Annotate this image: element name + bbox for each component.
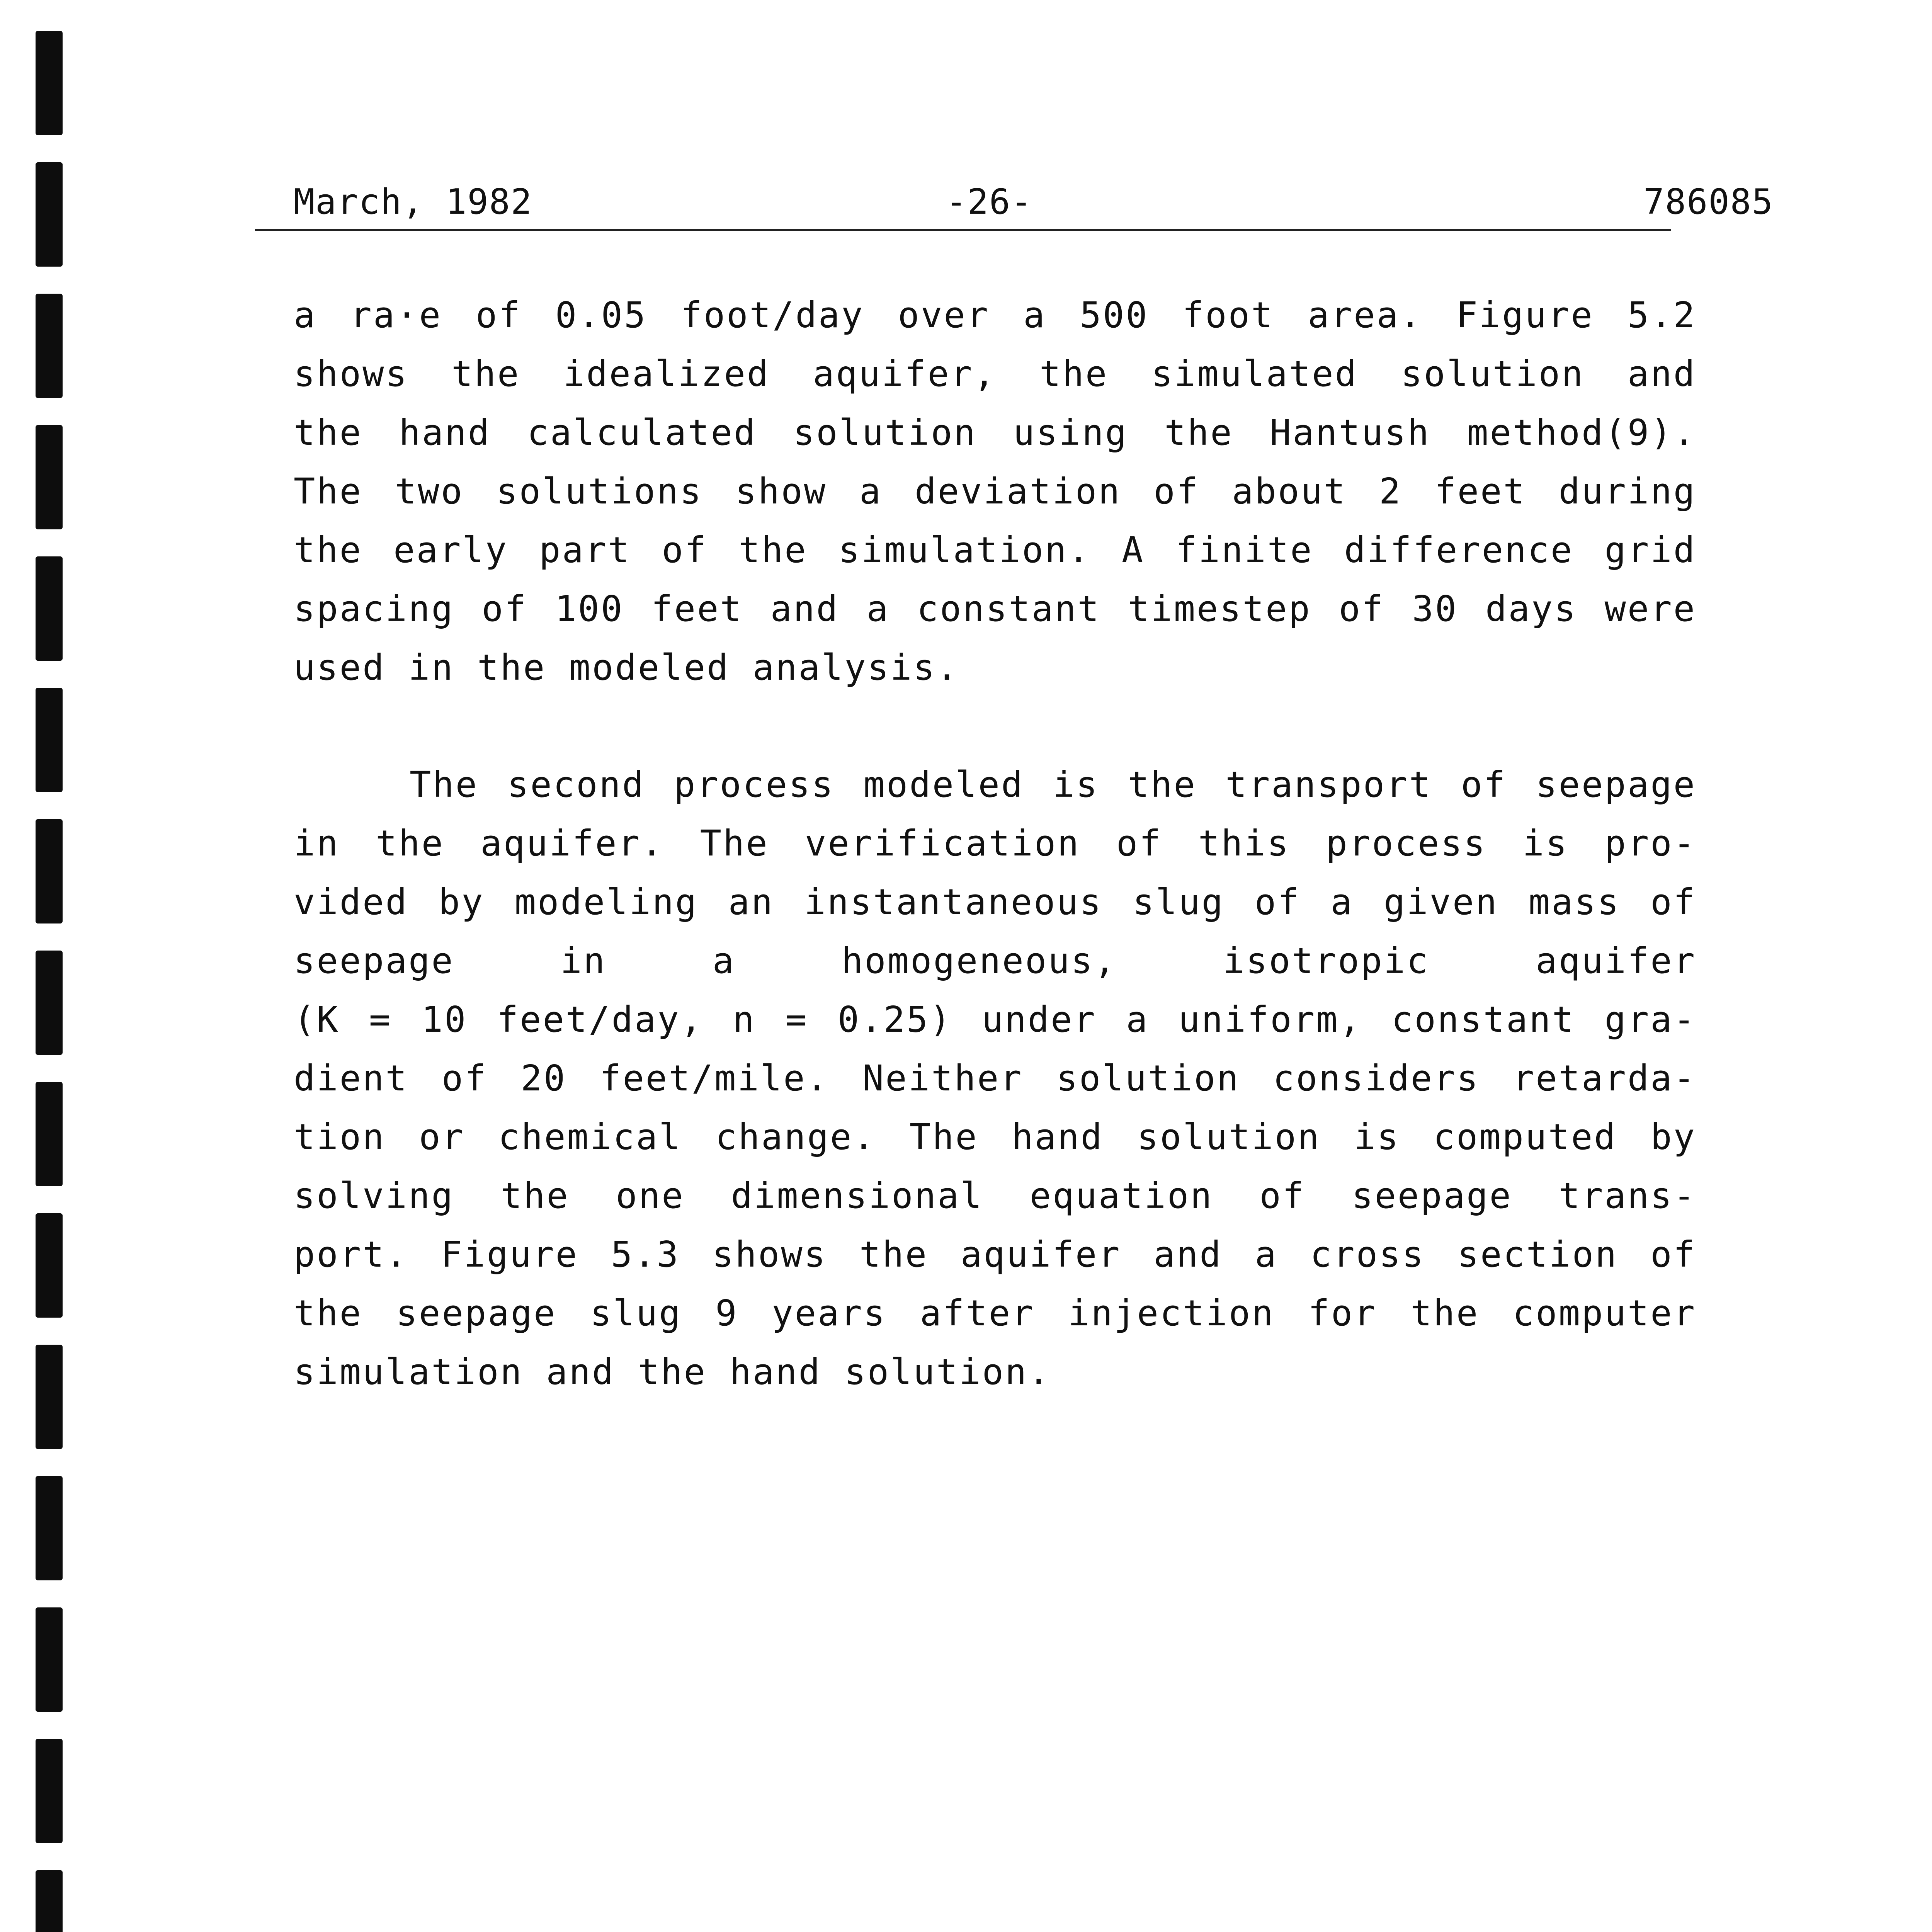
text-line: the hand calculated solution using the Hantush method(9). [294,412,1696,453]
text-line: a ra·e of 0.05 foot/day over a 500 foot area. Figure 5.2 [294,294,1696,336]
binding-marks [36,31,63,1932]
binding-mark [36,1345,63,1449]
paragraph-1 [294,286,1696,697]
binding-mark [36,1213,63,1318]
binding-mark [36,1870,63,1932]
text-line: seepage in a homogeneous, isotropic aquifer [294,940,1696,981]
text-line: port. Figure 5.3 shows the aquifer and a cross section of [294,1234,1696,1275]
text-line: solving the one dimensional equation of seepage trans- [294,1175,1696,1216]
binding-mark [36,31,63,135]
binding-mark [36,425,63,529]
binding-mark [36,556,63,661]
text-line: (K = 10 feet/day, n = 0.25) under a uniform, constant gra- [294,999,1696,1040]
text-line: vided by modeling an instantaneous slug of a given mass of [294,881,1696,923]
header-document-number: 786085 [1643,182,1774,222]
binding-mark [36,1082,63,1186]
binding-mark [36,294,63,398]
text-line: tion or chemical change. The hand solution is computed by [294,1116,1696,1158]
binding-mark [36,1476,63,1580]
text-line: used in the modeled analysis. [294,647,959,688]
header-rule [255,229,1671,231]
text-line: The two solutions show a deviation of about 2 feet during [294,471,1696,512]
paragraph-2 [294,755,1696,1401]
text-line: dient of 20 feet/mile. Neither solution considers retarda- [294,1058,1696,1099]
text-line: simulation and the hand solution. [294,1351,1051,1393]
binding-mark [36,162,63,267]
text-line: spacing of 100 feet and a constant timestep of 30 days were [294,588,1696,629]
binding-mark [36,819,63,923]
binding-mark [36,688,63,792]
binding-mark [36,1607,63,1712]
page-header [255,182,1774,228]
text-line: the seepage slug 9 years after injection for the computer [294,1293,1696,1334]
binding-mark [36,951,63,1055]
header-date: March, 1982 [294,182,533,222]
text-line: in the aquifer. The verification of this process is pro- [294,823,1696,864]
header-page-number: -26- [946,182,1033,222]
text-line: shows the idealized aquifer, the simulated solution and [294,353,1696,395]
text-line: The second process modeled is the transport of seepage [410,764,1696,805]
binding-mark [36,1739,63,1843]
text-line: the early part of the simulation. A finite difference grid [294,529,1696,571]
